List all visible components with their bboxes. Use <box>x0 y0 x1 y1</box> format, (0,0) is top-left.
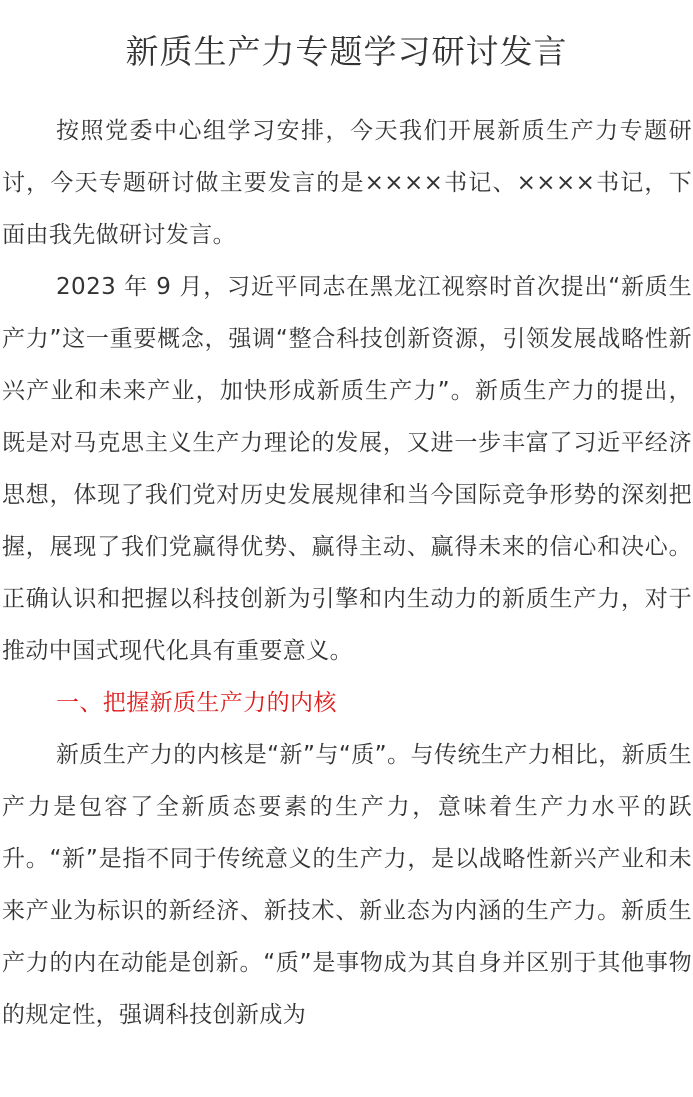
document-body <box>2 105 692 1041</box>
intro-paragraph: 按照党委中心组学习安排，今天我们开展新质生产力专题研讨，今天专题研讨做主要发言的是××××书记、××××书记，下面由我先做研讨发言。 <box>2 118 692 248</box>
section-paragraph: 新质生产力的内核是“新”与“质”。与传统生产力相比，新质生产力是包容了全新质态要素的生产力，意味着生产力水平的跃升。“新”是指不同于传统意义的生产力，是以战略性新兴产业和未来产业为标识的新经济、新技术、新业态为内涵的生产力。新质生产力的内在动能是创新。“质”是事物成为其自身并区别于其他事物的规定性，强调科技创新成为 <box>2 742 692 1028</box>
background-paragraph: 2023 年 9 月，习近平同志在黑龙江视察时首次提出“新质生产力”这一重要概念，强调“整合科技创新资源，引领发展战略性新兴产业和未来产业，加快形成新质生产力”。新质生产力的提出，既是对马克思主义生产力理论的发展，又进一步丰富了习近平经济思想，体现了我们党对历史发展规律和当今国际竞争形势的深刻把握，展现了我们党赢得优势、赢得主动、赢得未来的信心和决心。正确认识和把握以科技创新为引擎和内生动力的新质生产力，对于推动中国式现代化具有重要意义。 <box>2 274 692 664</box>
document-title: 新质生产力专题学习研讨发言 <box>125 32 568 71</box>
section-heading: 一、把握新质生产力的内核 <box>56 690 337 716</box>
